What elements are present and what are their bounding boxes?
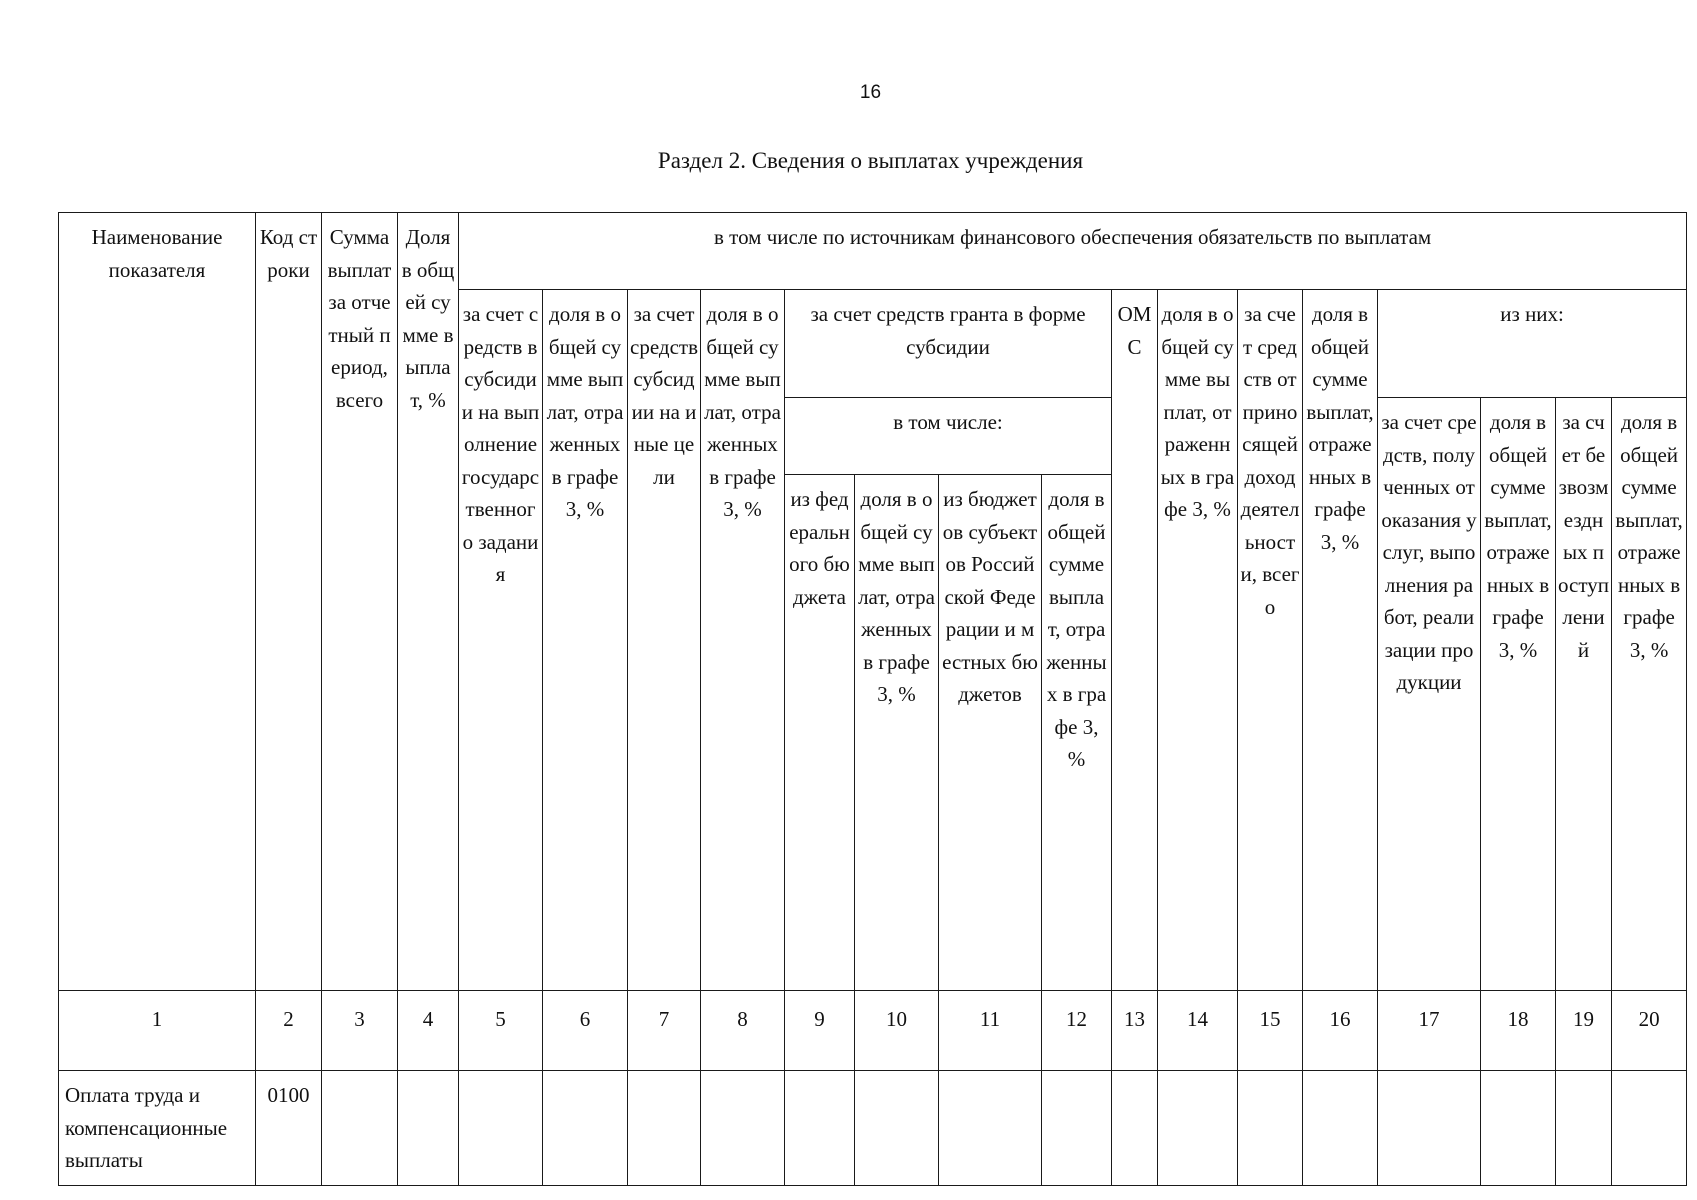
row-cell [701,1071,785,1186]
header-share-col20: доля в общей сумме выплат, отраженных в графе 3, % [1612,398,1687,991]
header-state-assignment-subsidy: за счет средств в субсидии на выполнение государственного задания [459,290,543,991]
header-share-col18: доля в общей сумме выплат, отраженных в графе 3, % [1481,398,1556,991]
header-share-col14: доля в общей сумме выплат, отраженных в графе 3, % [1158,290,1238,991]
table-row [59,1071,1687,1186]
column-number: 20 [1612,991,1687,1071]
row-cell [1612,1071,1687,1186]
column-number: 7 [628,991,701,1071]
header-oms: ОМС [1112,290,1158,991]
section-title: Раздел 2. Сведения о выплатах учреждения [657,148,1084,173]
row-cell [939,1071,1042,1186]
row-cell [1303,1071,1378,1186]
column-number: 19 [1556,991,1612,1071]
row-line-code: 0100 [256,1071,322,1186]
header-share-total: Доля в общей сумме выплат, % [398,213,459,991]
row-indicator-name: Оплата труда и компенсационные выплаты [59,1071,256,1186]
header-regional-budgets: из бюджетов субъектов Российской Федерации и местных бюджетов [939,475,1042,991]
column-number: 13 [1112,991,1158,1071]
header-federal-budget: из федерального бюджета [785,475,855,991]
header-share-col8: доля в общей сумме выплат, отраженных в графе 3, % [701,290,785,991]
row-cell [1042,1071,1112,1186]
header-gratuitous-receipts: за счет безвозмездных поступлений [1556,398,1612,991]
row-cell [543,1071,628,1186]
page-number: 16 [859,82,882,103]
row-cell [1481,1071,1556,1186]
row-cell [628,1071,701,1186]
column-number: 15 [1238,991,1303,1071]
payments-table [58,212,1687,1186]
row-cell [398,1071,459,1186]
row-cell [785,1071,855,1186]
header-indicator-name: Наименование показателя [59,213,256,991]
row-cell [322,1071,398,1186]
column-number: 18 [1481,991,1556,1071]
column-number: 3 [322,991,398,1071]
row-cell [855,1071,939,1186]
column-number: 5 [459,991,543,1071]
column-number: 4 [398,991,459,1071]
column-number: 10 [855,991,939,1071]
header-share-col10: доля в общей сумме выплат, отраженных в графе 3, % [855,475,939,991]
header-line-code: Код строки [256,213,322,991]
row-cell [1158,1071,1238,1186]
header-services-income: за счет средств, полученных от оказания услуг, выполнения работ, реализации продукции [1378,398,1481,991]
header-share-col12: доля в общей сумме выплат, отраженных в графе 3, % [1042,475,1112,991]
column-number: 16 [1303,991,1378,1071]
column-number: 8 [701,991,785,1071]
header-share-col16: доля в общей сумме выплат, отраженных в графе 3, % [1303,290,1378,991]
column-number: 6 [543,991,628,1071]
row-cell [1112,1071,1158,1186]
header-funding-sources-group: в том числе по источникам финансового обеспечения обязательств по выплатам [459,213,1687,290]
row-cell [1238,1071,1303,1186]
column-number: 9 [785,991,855,1071]
row-cell [1556,1071,1612,1186]
header-income-activity: за счет средств от приносящей доход деятельности, всего [1238,290,1303,991]
row-cell [1378,1071,1481,1186]
header-share-col6: доля в общей сумме выплат, отраженных в графе 3, % [543,290,628,991]
header-grant-group: за счет средств гранта в форме субсидии [785,290,1112,398]
column-number: 17 [1378,991,1481,1071]
header-other-purpose-subsidy: за счет средств субсидии на иные цели [628,290,701,991]
row-cell [459,1071,543,1186]
column-number: 1 [59,991,256,1071]
column-number: 11 [939,991,1042,1071]
column-number: 2 [256,991,322,1071]
column-number: 12 [1042,991,1112,1071]
header-grant-subgroup: в том числе: [785,398,1112,475]
header-total-amount: Сумма выплат за отчетный период, всего [322,213,398,991]
column-number: 14 [1158,991,1238,1071]
header-of-them-group: из них: [1378,290,1687,398]
